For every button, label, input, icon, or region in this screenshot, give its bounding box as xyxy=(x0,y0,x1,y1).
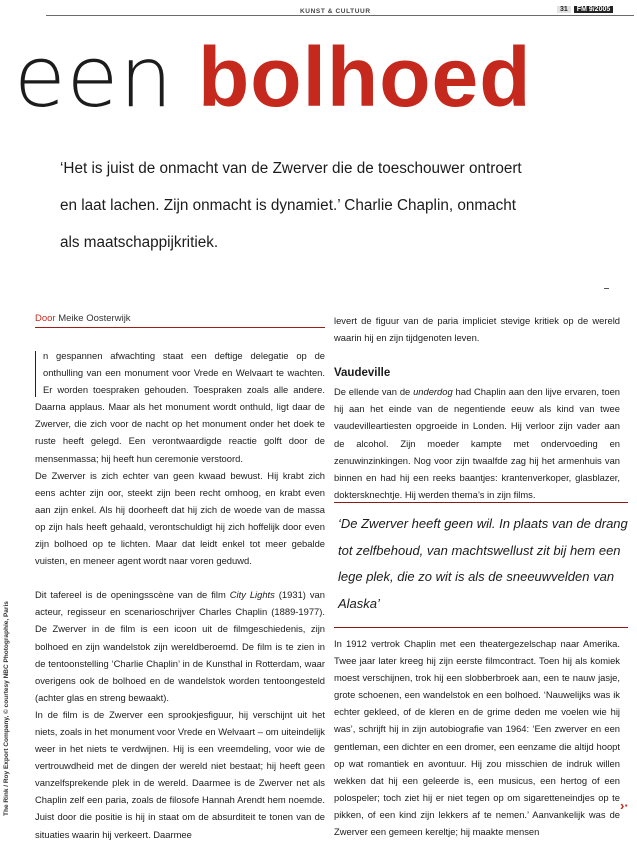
paragraph-gap xyxy=(334,346,620,363)
paragraph-film xyxy=(35,586,325,706)
pull-quote: ‘De Zwerver heeft geen wil. In plaats van de drang tot zelfbehoud, van machtswellust zit bij hem een lege plek, die zo wit is als de sneeuwvelden van Alaska’ xyxy=(334,502,628,628)
drop-cap-bar xyxy=(35,351,38,397)
underdog-word: underdog xyxy=(413,386,453,398)
film-text-b: (1931) van acteur, regisseur en scenarioschrijver Charles Chaplin (1889-1977). De Zwerver in de film is een icoon uit de filmgeschiedenis, zijn bolhoed en zijn wandelstok zijn wereldberoemd. De film is te zien in de tentoonstelling ‘Charlie Chaplin’ in de Kunsthal in Rotterdam, waar overigens ook de bolhoed en de wandelstok worden tentoongesteld (achter glas en streng bewaakt). xyxy=(35,589,325,703)
film-text-a: Dit tafereel is de openingsscène van de film xyxy=(35,589,230,601)
film-title: City Lights xyxy=(229,589,275,601)
section-label: KUNST & CULTUUR xyxy=(300,8,371,15)
paragraph-opening xyxy=(35,347,325,467)
subheading-vaudeville: Vaudeville xyxy=(334,367,391,380)
right-column-bottom xyxy=(334,635,620,840)
headline xyxy=(14,22,532,132)
continue-arrow-icon: ›· xyxy=(620,798,629,813)
lead-paragraph: ‘Het is juist de onmacht van de Zwerver die de toeschouwer ontroert en laat lachen. Zijn onmacht is dynamiet.’ Charlie Chaplin, onmacht als maatschappijkritiek. xyxy=(60,160,522,251)
photo-credit: The Rink / Roy Export Company, © courtesy NBC Photographie, Paris xyxy=(3,601,10,816)
right-column-top xyxy=(334,312,620,503)
byline-prefix: Door xyxy=(35,313,56,324)
page-info xyxy=(557,6,613,13)
paragraph-vaudeville xyxy=(334,383,620,503)
headline-word-een: een xyxy=(14,28,174,126)
paragraph: In 1912 vertrok Chaplin met een theatergezelschap naar Amerika. Twee jaar later kreeg hij zijn eerste filmcontract. Toen hij als komiek moest verschijnen, trok hij een slobberbroek aan, een te nauw jasje, grote schoenen, een wandelstok en een bolhoed. ‘Nauwelijks was ik echter gekleed, of de kleren en de grime deden me voelen wie hij was’, schrijft hij in zijn autobiografie van 1964: ‘Een zwerver en een gentleman, een dichter en een dromer, een eenzame die altijd hoopt op wat romantiek en avontuur. Hij zou misschien de indruk willen wekken dat hij een geleerde is, een musicus, een hertog of een polospeler; toch ziet hij er niet tegen op om sigaretteneindjes op te pikken, of een kind zijn lekkers af te nemen.’ Aanvankelijk was de Zwerver een gemeen kereltje; hij maakte mensen xyxy=(334,638,620,838)
paragraph-opening-text: n gespannen afwachting staat een deftige delegatie op de onthulling van een monument voor Vrede en Welvaart te wachten. Er worden toespraken gehouden. Toespraken zoals alle andere. Daarna applaus. Maar als het monument wordt onthuld, ligt daar de Zwerver, die zich voor de nacht op het monument onder het doek te ruste heeft gelegd. Een verontwaardigde reactie golft door de mensenmassa; hij heeft hun ceremonie verstoord. xyxy=(35,350,325,464)
vaudeville-text-b: had Chaplin aan den lijve ervaren, toen hij aan het einde van de negentiende eeuw als kind van twee vaudevilleartiesten opgroeide in Londen. Hij verloor zijn vader aan de alcohol. Zijn moeder kampte met ondervoeding en zenuwinzinkingen. Nog voor zijn twaalfde zag hij het armenhuis van binnen en had hij een reeks baantjes: krantenverkoper, glasblazer, doktersknechtje. Hij werden thema’s in zijn films. xyxy=(334,386,620,500)
byline-author: Meike Oosterwijk xyxy=(58,313,131,324)
decorative-tick xyxy=(604,288,609,289)
left-column xyxy=(35,347,325,843)
vaudeville-text-a: De ellende van de xyxy=(334,386,414,398)
paragraph: De Zwerver is zich echter van geen kwaad bewust. Hij krabt zich eens achter zijn oor, steekt zijn been recht omhoog, en krabt even aan zijn enkel. Als hij doorheeft dat hij zich de woede van de massa op zijn hals heeft gehaald, verontschuldigt hij zich hoffelijk door even zijn bolhoed op te lichten. Maar dat leidt enkel tot meer gebalde vuisten, en meneer agent wordt naar voren geduwd. xyxy=(35,469,325,567)
headline-word-bolhoed: bolhoed xyxy=(197,30,532,124)
issue-label: FM 9/2005 xyxy=(574,6,613,13)
page-number: 31 xyxy=(557,6,571,13)
header-rule xyxy=(46,15,634,16)
paragraph-gap xyxy=(35,569,325,586)
paragraph: In de film is de Zwerver een sprookjesfiguur, hij verschijnt uit het niets, zoals in het monument voor Vrede en Welvaart – om uiteindelijk weer in het niets te verdwijnen. Hij is een vreemdeling, voor wie de vertrouwdheid met de dingen der wereld niet bestaat; hij heeft geen vanzelfsprekende plek in de wereld. Daarmee is de Zwerver net als Chaplin zelf een paria, zoals de filosofe Hannah Arendt hem noemde. Juist door die positie is hij in staat om de absurditeit te tonen van de situaties waarin hij verkeert. Daarmee xyxy=(35,708,325,840)
byline xyxy=(35,313,325,328)
paragraph: levert de figuur van de paria impliciet stevige kritiek op de wereld waarin hij en zijn tijdgenoten leven. xyxy=(334,315,620,344)
